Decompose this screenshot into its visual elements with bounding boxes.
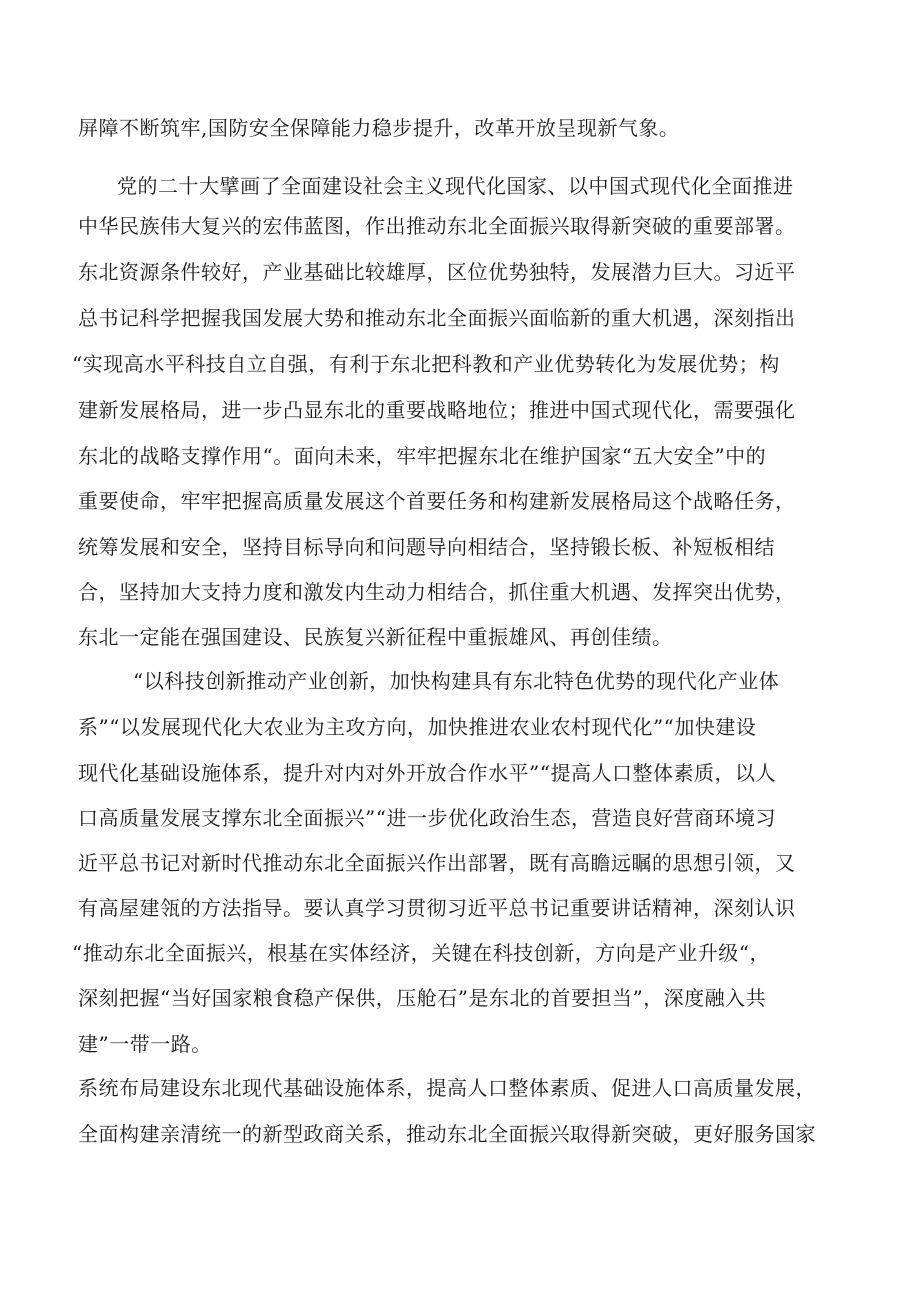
text-line: 口高质量发展支撑东北全面振兴”“进一步优化政治生态，营造良好营商环境习: [78, 806, 776, 830]
text-line: 合，坚持加大支持力度和激发内生动力相结合，抓住重大机遇、发挥突出优势，: [78, 580, 796, 604]
text-line: 建新发展格局，进一步凸显东北的重要战略地位；推进中国式现代化，需要强化: [78, 398, 796, 422]
text-line: 东北一定能在强国建设、民族复兴新征程中重振雄风、再创佳绩。: [78, 625, 673, 649]
text-line: 中华民族伟大复兴的宏伟蓝图，作出推动东北全面振兴取得新突破的重要部署。: [78, 214, 796, 238]
text-line: 总书记科学把握我国发展大势和推动东北全面振兴面临新的重大机遇，深刻指出: [78, 306, 796, 330]
text-line: 现代化基础设施体系，提升对内对外开放合作水平”“提高人口整体素质，以人: [78, 761, 776, 785]
text-line: 有高屋建瓴的方法指导。要认真学习贯彻习近平总书记重要讲话精神，深刻认识: [78, 896, 796, 920]
text-line: 近平总书记对新时代推动东北全面振兴作出部署，既有高瞻远瞩的思想引领，又: [78, 851, 796, 875]
text-line: 系统布局建设东北现代基础设施体系，提高人口整体素质、促进人口高质量发展，: [78, 1076, 816, 1100]
text-line: 建”一带一路。: [78, 1032, 212, 1056]
text-line: 党的二十大擘画了全面建设社会主义现代化国家、以中国式现代化全面推进: [117, 174, 794, 198]
text-line: 重要使命，牢牢把握高质量发展这个首要任务和构建新发展格局这个战略任务，: [78, 489, 796, 513]
text-line: “实现高水平科技自立自强，有利于东北把科教和产业优势转化为发展优势；构: [72, 352, 780, 376]
text-line: 统筹发展和安全，坚持目标导向和问题导向相结合，坚持锻长板、补短板相结: [78, 535, 775, 559]
text-line: 深刻把握“当好国家粮食稳产保供，压舱石”是东北的首要担当”，深度融入共: [78, 986, 767, 1010]
text-line: “以科技创新推动产业创新，加快构建具有东北特色优势的现代化产业体: [133, 669, 780, 693]
text-line: 东北的战略支撑作用“。面向未来，牢牢把握东北在维护国家“五大安全”中的: [78, 444, 767, 468]
text-line: 全面构建亲清统一的新型政商关系，推动东北全面振兴取得新突破，更好服务国家: [78, 1122, 816, 1146]
text-line: 系”“以发展现代化大农业为主攻方向，加快推进农业农村现代化”“加快建设: [78, 715, 757, 739]
text-line: 东北资源条件较好，产业基础比较雄厚，区位优势独特，发展潜力巨大。习近平: [78, 260, 796, 284]
text-line: 屏障不断筑牢,国防安全保障能力稳步提升，改革开放呈现新气象。: [78, 116, 680, 140]
text-line: “推动东北全面振兴，根基在实体经济，关键在科技创新，方向是产业升级“，: [72, 941, 770, 965]
